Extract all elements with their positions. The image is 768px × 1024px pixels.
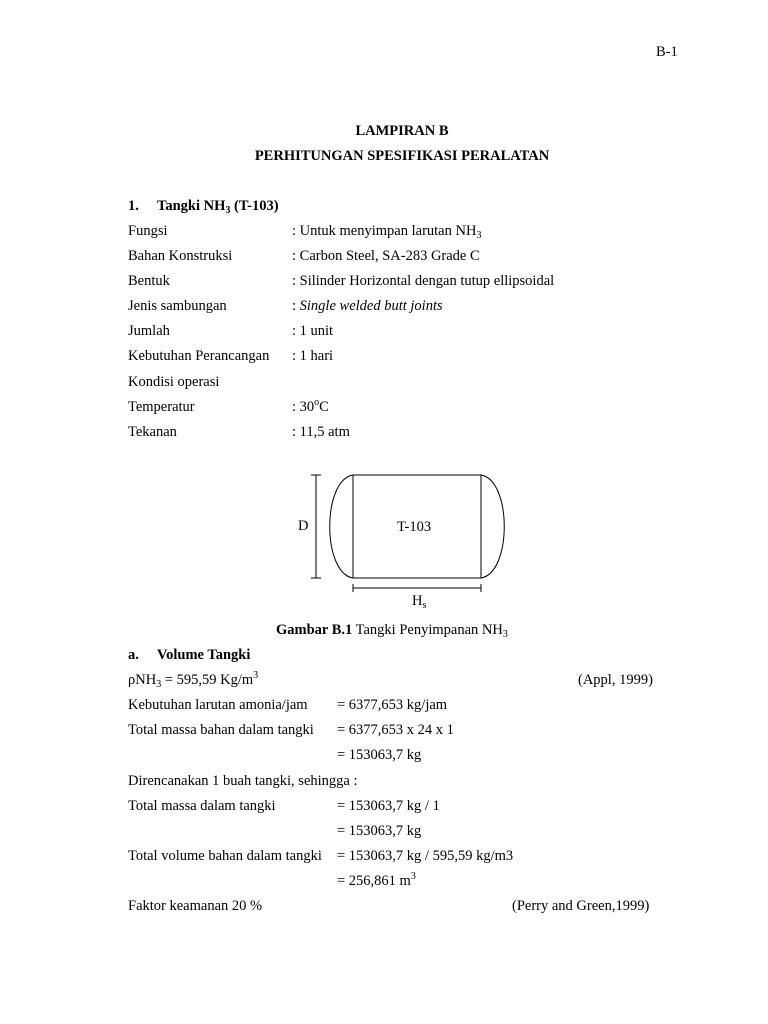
calc-label-total-massa-bahan: Total massa bahan dalam tangki: [128, 722, 314, 738]
spec-label-kebutuhan: Kebutuhan Perancangan: [128, 348, 270, 364]
spec-value-bahan: : Carbon Steel, SA-283 Grade C: [292, 248, 480, 264]
spec-label-tekanan: Tekanan: [128, 424, 177, 440]
page-number: B-1: [656, 44, 678, 60]
calc-value-total-massa-bahan: = 6377,653 x 24 x 1: [337, 722, 454, 738]
figure-caption: Gambar B.1 Tangki Penyimpanan $NH_3$: [276, 622, 508, 640]
calc-value-total-volume: = 153063,7 kg / 595,59 kg/m3: [337, 848, 514, 864]
calc-value-total-massa-tangki: = 153063,7 kg / 1: [337, 798, 440, 814]
tank-left-head: [330, 475, 353, 578]
heading-perhitungan: PERHITUNGAN SPESIFIKASI PERALATAN: [254, 148, 550, 164]
spec-value-temperatur: : 30$^o$C: [292, 397, 329, 415]
heading-lampiran: LAMPIRAN B: [355, 123, 449, 139]
calc-label-faktor-keamanan: Faktor keamanan 20 %: [128, 898, 263, 914]
dimension-label-hs: $H_s$: [412, 593, 427, 611]
section-title: Tangki $NH_3$ (T-103): [157, 198, 279, 216]
reference-appl: (Appl, 1999): [578, 672, 653, 688]
spec-value-kebutuhan: : 1 hari: [292, 348, 334, 364]
spec-label-bentuk: Bentuk: [128, 273, 170, 289]
calc-value-total-massa-result: = 153063,7 kg: [337, 747, 422, 763]
calc-text-direncanakan: Direncanakan 1 buah tangki, sehingga :: [128, 773, 358, 789]
subsection-title: Volume Tangki: [157, 647, 251, 663]
tank-label: T-103: [397, 519, 432, 535]
calc-label-total-massa-tangki: Total massa dalam tangki: [128, 798, 276, 814]
calc-value-kebutuhan: = 6377,653 kg/jam: [337, 697, 448, 713]
dimension-label-d: D: [298, 518, 309, 534]
reference-perry: (Perry and Green,1999): [512, 898, 650, 914]
spec-value-bentuk: : Silinder Horizontal dengan tutup ellipsoidal: [292, 273, 555, 289]
calc-value-total-massa-tangki-result: = 153063,7 kg: [337, 823, 422, 839]
spec-label-bahan: Bahan Konstruksi: [128, 248, 233, 264]
spec-label-jumlah: Jumlah: [128, 323, 170, 339]
calc-label-kebutuhan: Kebutuhan larutan amonia/jam: [128, 697, 308, 713]
spec-value-tekanan: : 11,5 atm: [292, 424, 350, 440]
section-number: 1.: [128, 198, 139, 214]
spec-label-kondisi: Kondisi operasi: [128, 374, 220, 390]
calc-label-total-volume: Total volume bahan dalam tangki: [128, 848, 322, 864]
spec-label-sambungan: Jenis sambungan: [128, 298, 227, 314]
spec-value-jumlah: : 1 unit: [292, 323, 334, 339]
tank-right-head: [481, 475, 504, 578]
spec-value-fungsi: : Untuk menyimpan larutan $NH_3$: [292, 223, 482, 241]
spec-label-fungsi: Fungsi: [128, 223, 168, 239]
subsection-number: a.: [128, 647, 139, 663]
calc-value-total-volume-result: = 256,861 $m^3$: [337, 871, 416, 889]
spec-label-temperatur: Temperatur: [128, 399, 195, 415]
rho-nh3: ρNH$_3$ = 595,59 $Kg/m^3$: [128, 670, 259, 690]
spec-value-sambungan: : Single welded butt joints: [292, 298, 443, 314]
